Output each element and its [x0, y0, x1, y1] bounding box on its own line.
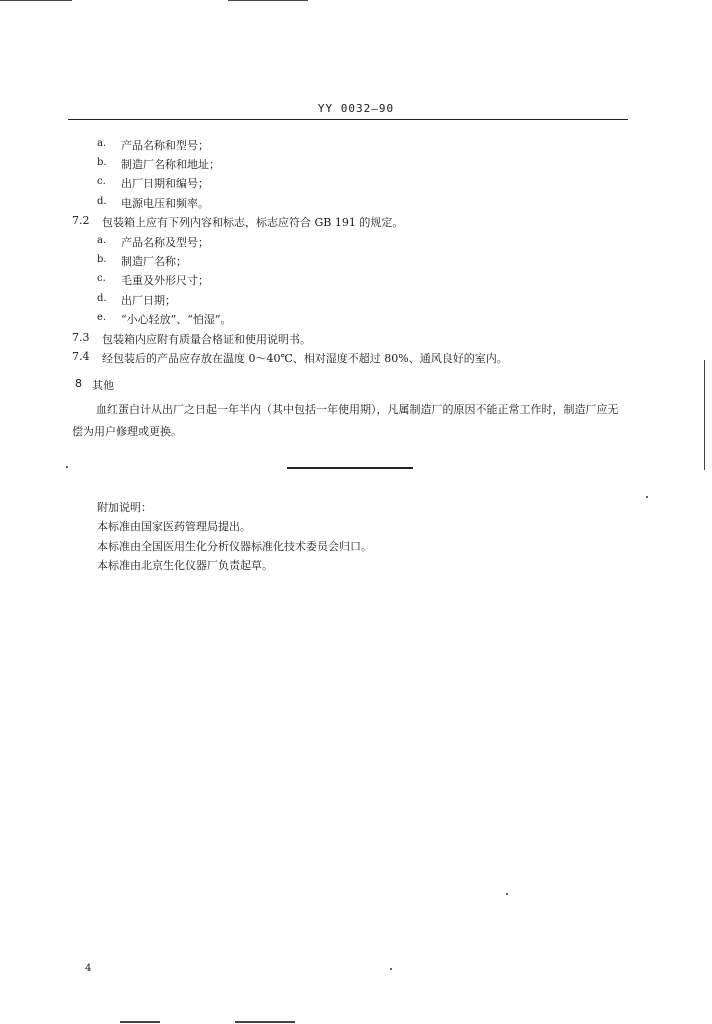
section-7-2-number: 7.2	[72, 214, 90, 227]
scan-edge-mark	[120, 1021, 160, 1023]
list2-item-e-letter: e.	[97, 312, 107, 323]
list2-item-c-text: 毛重及外形尺寸；	[121, 274, 209, 287]
section-8-title: 其他	[92, 379, 114, 392]
scan-edge-mark	[228, 0, 308, 1]
list1-item-a-text: 产品名称和型号；	[121, 139, 209, 152]
section-7-3-text: 包装箱内应附有质量合格证和使用说明书。	[102, 333, 311, 346]
list1-item-c-letter: c.	[97, 176, 106, 187]
scan-speck	[390, 968, 392, 970]
notes-line-3: 本标准由北京生化仪器厂负责起草。	[97, 559, 273, 572]
list1-item-d-text: 电源电压和频率。	[121, 197, 209, 210]
list2-item-b-text: 制造厂名称；	[121, 255, 187, 268]
scan-edge-mark	[0, 0, 72, 1]
list1-item-a-letter: a.	[97, 138, 107, 149]
section-7-3-number: 7.3	[72, 331, 90, 344]
list2-item-c-letter: c.	[97, 273, 106, 284]
list2-item-a-letter: a.	[97, 235, 107, 246]
list2-item-e-text: “小心轻放”、“怕湿”。	[121, 313, 232, 326]
list1-item-b-letter: b.	[97, 157, 107, 168]
notes-title: 附加说明：	[97, 501, 152, 514]
page-number: 4	[85, 963, 92, 974]
section-7-4-text: 经包装后的产品应存放在温度 0～40℃、相对湿度不超过 80%、通风良好的室内。	[102, 352, 508, 365]
list1-item-d-letter: d.	[97, 196, 107, 207]
list2-item-d-text: 出厂日期；	[121, 294, 176, 307]
scan-speck	[646, 496, 648, 498]
end-of-text-rule	[287, 467, 413, 469]
scan-speck	[66, 466, 68, 468]
section-7-4-number: 7.4	[72, 350, 90, 363]
section-7-2-text: 包装箱上应有下列内容和标志，标志应符合 GB 191 的规定。	[102, 216, 404, 229]
notes-line-2: 本标准由全国医用生化分析仪器标准化技术委员会归口。	[97, 540, 372, 553]
scan-edge-mark	[704, 360, 705, 470]
list1-item-c-text: 出厂日期和编号；	[121, 177, 209, 190]
section-8-number: 8	[75, 377, 82, 390]
list2-item-b-letter: b.	[97, 254, 107, 265]
scan-edge-mark	[235, 1021, 295, 1023]
section-8-paragraph: 血红蛋白计从出厂之日起一年半内（其中包括一年使用期），凡属制造厂的原因不能正常工作时，制造厂应无偿为用户修理或更换。	[72, 403, 619, 438]
list2-item-d-letter: d.	[97, 293, 107, 304]
scan-speck	[506, 893, 508, 895]
list2-item-a-text: 产品名称及型号；	[121, 236, 209, 249]
header-rule	[68, 119, 628, 120]
list1-item-b-text: 制造厂名称和地址；	[121, 158, 220, 171]
notes-line-1: 本标准由国家医药管理局提出。	[97, 520, 251, 533]
standard-code-header: YY 0032—90	[317, 102, 395, 115]
